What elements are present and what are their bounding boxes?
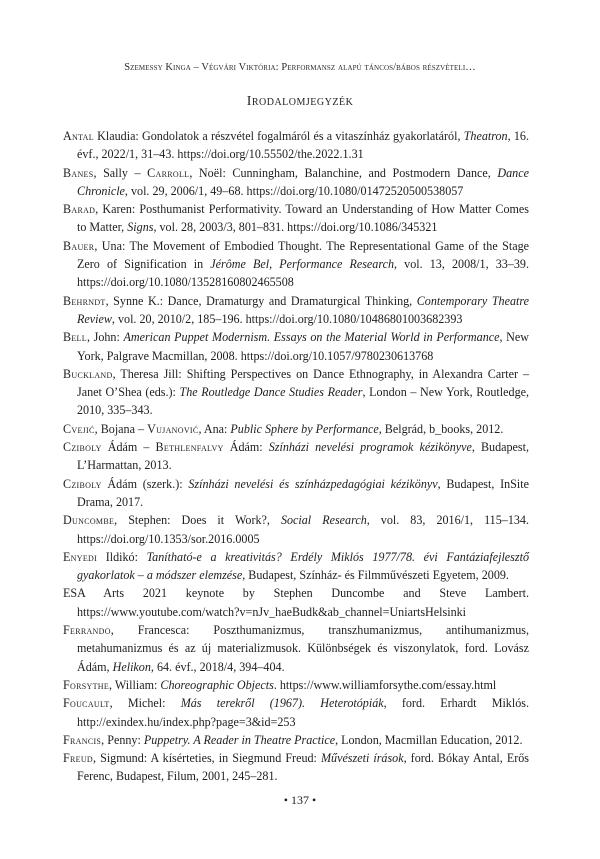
author-given: , Una: xyxy=(94,238,130,253)
bib-entry xyxy=(63,420,529,438)
author-surname: Duncombe xyxy=(63,513,115,528)
bib-entry xyxy=(63,621,529,676)
entry-source: American Puppet Modernism. Essays on the Material World in Performance xyxy=(123,330,500,345)
author-given: , Karen: xyxy=(95,202,140,217)
author-given: Ádám (szerk.): xyxy=(101,476,189,491)
author-given: , Sigmund: xyxy=(93,751,151,766)
author-surname: Antal xyxy=(63,129,94,143)
entry-details: , vol. 13, 2008/1, 33–39. https://doi.org/10.1080/13528160802465508 xyxy=(77,257,529,290)
entry-source: Dance Chronicle xyxy=(77,165,529,198)
author-given: , Bojana – xyxy=(94,421,148,436)
bib-entry xyxy=(63,200,529,237)
entry-source: Művészeti írások xyxy=(320,751,404,766)
bib-entry xyxy=(63,548,529,585)
author-surname: Cziboly xyxy=(63,476,102,491)
entry-title: Posthumanist Performativity. Toward an Understanding of How Matter Comes to Matter, xyxy=(77,202,529,235)
author-surname: Banes xyxy=(63,165,94,180)
bib-entry xyxy=(63,237,529,292)
bib-entry xyxy=(63,731,529,749)
entry-details: , New York, Palgrave Macmillan, 2008. https://doi.org/10.1057/9780230613768 xyxy=(77,330,529,363)
entry-source: Puppetry. A Reader in Theatre Practice xyxy=(143,732,336,747)
entry-title: Cunningham, Balanchine, and Postmodern Dance, xyxy=(232,165,498,180)
entry-source: Jérôme Bel, Performance Research xyxy=(210,257,395,272)
author-surname: Behrndt xyxy=(63,293,106,308)
running-head: Szemessy Kinga – Végvári Viktória: Performansz alapú táncos/bábos részvételi… xyxy=(124,62,476,73)
author-given: Klaudia: xyxy=(93,129,143,143)
author-surname: Freud xyxy=(63,751,94,766)
entry-details: , Belgrád, b_books, 2012. xyxy=(378,421,504,436)
author-surname: Ferrando xyxy=(63,623,111,638)
bib-entry xyxy=(63,511,529,548)
entry-source: Choreographic Objects xyxy=(160,677,274,692)
entry-details: , ford. Erhardt Miklós. http://exindex.hu/index.php?page=3&id=253 xyxy=(77,696,529,729)
entry-details: , vol. 28, 2003/3, 801–831. https://doi.org/10.1086/345321 xyxy=(153,220,438,235)
author-surname: Bauer xyxy=(63,238,95,253)
author-given: , John: xyxy=(86,330,124,345)
entry-title: A kísérteties, in Siegmund Freud: xyxy=(150,751,321,766)
author2-surname: Bethlenfalvy xyxy=(155,440,224,455)
author-surname: Barad xyxy=(63,202,96,217)
author-surname: Foucault xyxy=(63,696,110,711)
author-surname: Bell xyxy=(63,330,87,345)
entry-details: , London – New York, Routledge, 2010, 335–343. xyxy=(77,385,530,418)
entry-title: Gondolatok a részvétel fogalmáról és a vitaszínház gyakorlatáról, xyxy=(142,129,464,143)
author2-surname: Carroll xyxy=(147,165,190,180)
entry-details: , vol. 83, 2016/1, 115–134. https://doi.org/10.1353/sor.2016.0005 xyxy=(77,513,529,546)
entry-source: Public Sphere by Performance xyxy=(230,421,379,436)
bibliography-list xyxy=(63,127,529,786)
bib-entry xyxy=(63,127,529,164)
author2-given: , Noël: xyxy=(189,165,233,180)
author-surname: Buckland xyxy=(63,366,113,381)
bib-entry xyxy=(63,694,529,731)
author2-surname: Vujanović xyxy=(147,421,199,436)
bib-entry xyxy=(63,328,529,365)
author-given: Ildikó: xyxy=(97,549,147,564)
entry-source: Színházi nevelési és színházpedagógiai kézikönyv xyxy=(188,476,438,491)
entry-details: , Budapest, Színház- és Filmművészeti Egyetem, 2009. xyxy=(242,568,509,583)
bib-entry xyxy=(63,164,529,201)
entry-title: Shifting Perspectives on Dance Ethnography, in Alexandra Carter – Janet O’Shea (eds.): xyxy=(77,366,530,400)
author-given: , Michel: xyxy=(109,696,181,711)
entry-details: , vol. 20, 2010/2, 185–196. https://doi.org/10.1080/10486801003682393 xyxy=(111,311,463,326)
entry-title: ESA Arts 2021 keynote by Stephen Duncombe and Steve Lambert. https://www.youtube.com/watch?v=nJv_haeBudk&ab_channel=UniartsHelsinki xyxy=(63,586,529,619)
entry-source: The Routledge Dance Studies Reader xyxy=(179,385,363,400)
bib-entry xyxy=(63,292,529,329)
author-given: , Theresa Jill: xyxy=(112,366,187,381)
author2-given: Ádám: xyxy=(223,440,269,455)
entry-source: Színházi nevelési programok kézikönyve xyxy=(268,440,472,455)
entry-title: Poszthumanizmus, transzhumanizmus, antihumanizmus, metahumanizmus és az új materializmusok. Különbségek és viszonylatok, ford. Lovász Ádám, xyxy=(77,623,530,674)
entry-source: Social Research xyxy=(280,513,367,528)
entry-title: Dance, Dramaturgy and Dramaturgical Thinking, xyxy=(167,293,417,308)
entry-details: . https://www.williamforsythe.com/essay.html xyxy=(273,677,497,692)
bib-entry xyxy=(63,475,529,512)
entry-details: , London, Macmillan Education, 2012. xyxy=(335,732,523,747)
entry-details: , ford. Bókay Antal, Erős Ferenc, Budapest, Filum, 2001, 245–281. xyxy=(77,751,529,784)
entry-title: Does it Work?, xyxy=(181,513,281,528)
entry-source: Contemporary Theatre Review xyxy=(77,293,529,326)
bib-entry xyxy=(63,749,529,786)
author-given: , Stephen: xyxy=(114,513,182,528)
entry-title: The Movement of Embodied Thought. The Representational Game of the Stage Zero of Signification in xyxy=(77,238,529,272)
author-surname: Enyedi xyxy=(63,549,98,564)
bib-entry xyxy=(63,438,529,475)
entry-source: Theatron xyxy=(463,129,508,143)
author-given: , Penny: xyxy=(101,732,144,747)
author-given: , Francesca: xyxy=(110,623,214,638)
page-number: • 137 • xyxy=(283,793,317,807)
bib-entry xyxy=(63,365,529,420)
author-surname: Forsythe xyxy=(63,677,110,692)
bib-entry xyxy=(63,584,529,621)
author-surname: Francis xyxy=(63,732,102,747)
entry-details: , Budapest, L’Harmattan, 2013. xyxy=(77,440,529,473)
entry-details: , vol. 29, 2006/1, 49–68. https://doi.org/10.1080/01472520500538057 xyxy=(124,183,464,198)
author-given: Ádám – xyxy=(101,440,156,455)
author-given: , Synne K.: xyxy=(105,293,168,308)
entry-source: Tanítható-e a kreativitás? Erdély Miklós 1977/78. évi Fantáziafejlesztő gyakorlatok – a módszer elemzése xyxy=(77,549,529,583)
entry-source: Más terekről (1967). Heterotópiák xyxy=(180,696,384,711)
author-surname: Cziboly xyxy=(63,440,102,455)
author-surname: Cvejić xyxy=(63,421,95,436)
section-title: Irodalomjegyzék xyxy=(246,94,354,109)
entry-source: Signs xyxy=(127,220,154,235)
author-given: , Sally – xyxy=(93,165,148,180)
bib-entry xyxy=(63,676,529,694)
author2-given: , Ana: xyxy=(198,421,231,436)
entry-details: , 64. évf., 2018/4, 394–404. xyxy=(150,659,285,674)
entry-details: , 16. évf., 2022/1, 31–43. https://doi.org/10.55502/the.2022.1.31 xyxy=(77,129,529,162)
entry-details: , Budapest, InSite Drama, 2017. xyxy=(77,476,530,509)
entry-source: Helikon xyxy=(112,659,151,674)
author-given: , William: xyxy=(109,677,161,692)
